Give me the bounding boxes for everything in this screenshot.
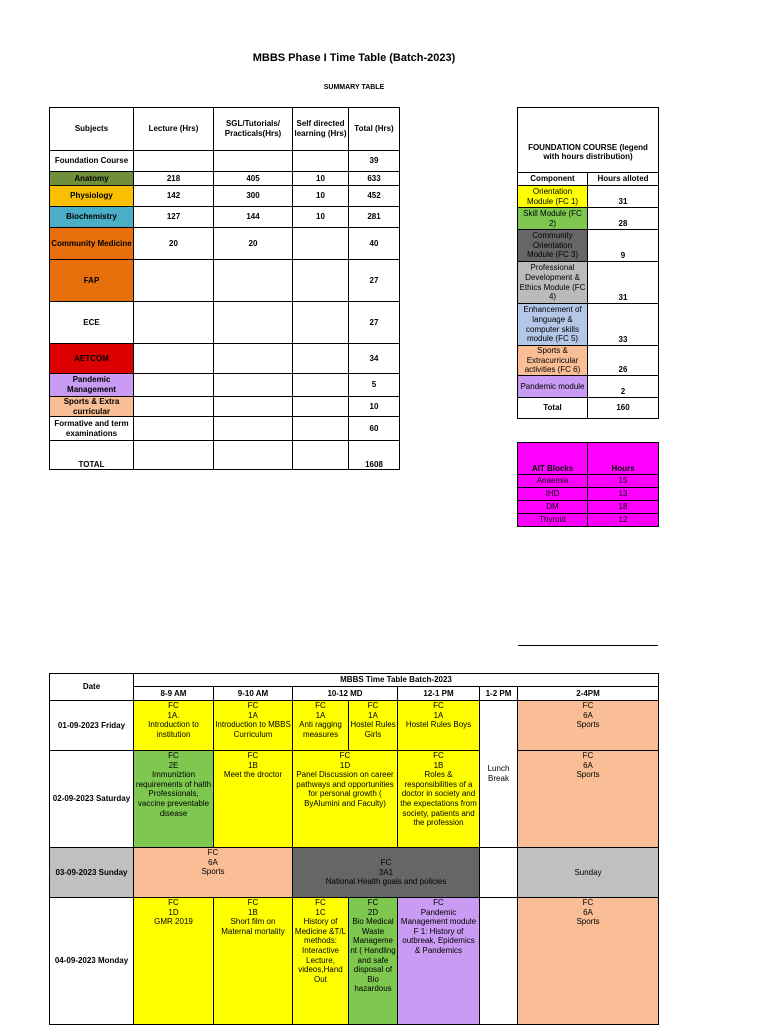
empty-cell <box>480 848 518 898</box>
ait-hours: 15 <box>588 475 659 488</box>
fc-total-row <box>518 398 659 419</box>
hours-header: Hours alloted <box>588 173 659 186</box>
lecture-cell: 218 <box>134 172 214 186</box>
header-sgl: SGL/Tutorials/ Practicals(Hrs) <box>214 108 293 151</box>
total-cell: 281 <box>349 207 400 228</box>
slot-header: 8-9 AM <box>134 687 214 701</box>
fc-component: Skill Module (FC 2) <box>518 208 588 230</box>
ait-hours: 13 <box>588 488 659 501</box>
sdl-cell <box>293 302 349 344</box>
slot-header-row <box>50 687 659 701</box>
sdl-cell <box>293 228 349 260</box>
sdl-cell: 10 <box>293 207 349 228</box>
lecture-cell <box>134 151 214 172</box>
fc-hours: 31 <box>588 262 659 304</box>
session-cell: Sunday <box>518 848 659 898</box>
ait-hours-header: Hours <box>588 443 659 475</box>
subject-cell: ECE <box>50 302 134 344</box>
ait-row <box>518 514 659 527</box>
summary-row <box>50 207 400 228</box>
summary-total-row <box>50 441 400 470</box>
fc-row <box>518 346 659 376</box>
ait-block: DM <box>518 501 588 514</box>
ait-hours: 18 <box>588 501 659 514</box>
session-cell: FC 1B Roles & responsibilities of a doctor in society and the expectations from society, patients and the profession <box>398 751 480 848</box>
subject-cell: FAP <box>50 260 134 302</box>
slot-header: 9-10 AM <box>214 687 293 701</box>
sgl-cell <box>214 417 293 441</box>
lecture-cell <box>134 441 214 470</box>
session-cell: FC 1A Introduction to MBBS Curriculum <box>214 701 293 751</box>
summary-row <box>50 186 400 207</box>
sgl-cell <box>214 397 293 417</box>
slot-header: 1-2 PM <box>480 687 518 701</box>
lunch-break-cell: Lunch Break <box>480 701 518 848</box>
subject-cell: Formative and term examinations <box>50 417 134 441</box>
date-header: Date <box>50 674 134 701</box>
subject-cell: Community Medicine <box>50 228 134 260</box>
session-cell: FC 1B Meet the droctor <box>214 751 293 848</box>
header-subjects: Subjects <box>50 108 134 151</box>
subject-cell: Pandemic Management <box>50 374 134 397</box>
summary-row <box>50 417 400 441</box>
ait-block: Thyroid <box>518 514 588 527</box>
lecture-cell <box>134 302 214 344</box>
session-cell: FC 1A Hostel Rules Girls <box>349 701 398 751</box>
fc-total-value: 160 <box>588 398 659 419</box>
fc-hours: 28 <box>588 208 659 230</box>
subject-cell: Sports & Extra curricular <box>50 397 134 417</box>
summary-row <box>50 260 400 302</box>
lecture-cell <box>134 344 214 374</box>
fc-component: Community Orientation Module (FC 3) <box>518 230 588 262</box>
session-cell: FC 6A Sports <box>134 848 293 898</box>
summary-row <box>50 397 400 417</box>
ait-block: IHD <box>518 488 588 501</box>
session-cell: FC 6A Sports <box>518 751 659 848</box>
lecture-cell <box>134 374 214 397</box>
sgl-cell <box>214 302 293 344</box>
lecture-cell <box>134 260 214 302</box>
sdl-cell <box>293 260 349 302</box>
fc-hours: 33 <box>588 304 659 346</box>
summary-row <box>50 151 400 172</box>
total-cell: 60 <box>349 417 400 441</box>
fc-row <box>518 230 659 262</box>
fc-hours: 2 <box>588 376 659 398</box>
session-cell: FC 1A Anti ragging measures <box>293 701 349 751</box>
slot-header: 10-12 MD <box>293 687 398 701</box>
ait-blocks-table <box>517 442 659 527</box>
page-title: MBBS Phase I Time Table (Batch-2023) <box>252 52 456 64</box>
empty-cell <box>480 898 518 1025</box>
day-row-saturday <box>50 751 659 848</box>
total-cell: 452 <box>349 186 400 207</box>
subject-cell: Foundation Course <box>50 151 134 172</box>
sgl-cell <box>214 344 293 374</box>
sgl-cell: 144 <box>214 207 293 228</box>
ait-row <box>518 488 659 501</box>
sdl-cell <box>293 417 349 441</box>
date-cell: 01-09-2023 Friday <box>50 701 134 751</box>
summary-row <box>50 302 400 344</box>
lecture-cell <box>134 397 214 417</box>
lecture-cell <box>134 417 214 441</box>
total-cell: 34 <box>349 344 400 374</box>
fc-hours: 9 <box>588 230 659 262</box>
summary-row <box>50 344 400 374</box>
total-cell: 1608 <box>349 441 400 470</box>
session-cell: FC 3A1 National Health goals and policies <box>293 848 480 898</box>
foundation-title: FOUNDATION COURSE (legend with hours distribution) <box>518 108 659 173</box>
fc-row <box>518 376 659 398</box>
summary-row <box>50 172 400 186</box>
day-row-monday <box>50 898 659 1025</box>
sgl-cell <box>214 260 293 302</box>
subject-cell: Physiology <box>50 186 134 207</box>
sdl-cell <box>293 397 349 417</box>
sgl-cell <box>214 374 293 397</box>
total-cell: 39 <box>349 151 400 172</box>
ait-hours: 12 <box>588 514 659 527</box>
summary-row <box>50 228 400 260</box>
ait-row <box>518 501 659 514</box>
session-cell: FC 2E Immuniztion requirements of halth Professionals, vaccine preventable disease <box>134 751 214 848</box>
foundation-course-table <box>517 107 659 419</box>
date-cell: 03-09-2023 Sunday <box>50 848 134 898</box>
session-cell: FC 1D GMR 2019 <box>134 898 214 1025</box>
fc-component: Pandemic module <box>518 376 588 398</box>
session-cell: FC 1A Hostel Rules Boys <box>398 701 480 751</box>
ait-row <box>518 475 659 488</box>
sdl-cell <box>293 374 349 397</box>
total-cell: 10 <box>349 397 400 417</box>
fc-row <box>518 304 659 346</box>
sgl-cell: 405 <box>214 172 293 186</box>
subject-cell: AETCOM <box>50 344 134 374</box>
total-cell: 5 <box>349 374 400 397</box>
fc-component: Enhancement of language & computer skills module (FC 5) <box>518 304 588 346</box>
session-cell: FC 2D Bio Medical Waste Manageme nt ( Handling and safe disposal of Bio hazardous <box>349 898 398 1025</box>
subject-cell: Anatomy <box>50 172 134 186</box>
lecture-cell: 127 <box>134 207 214 228</box>
sdl-cell <box>293 151 349 172</box>
day-row-sunday <box>50 848 659 898</box>
sdl-cell <box>293 344 349 374</box>
fc-hours: 26 <box>588 346 659 376</box>
sgl-cell: 20 <box>214 228 293 260</box>
fc-row <box>518 186 659 208</box>
header-sdl: Self directed learning (Hrs) <box>293 108 349 151</box>
summary-row <box>50 374 400 397</box>
sgl-cell <box>214 151 293 172</box>
session-cell: FC 1B Short film on Maternal mortality <box>214 898 293 1025</box>
header-lecture: Lecture (Hrs) <box>134 108 214 151</box>
total-cell: 633 <box>349 172 400 186</box>
date-cell: 04-09-2023 Monday <box>50 898 134 1025</box>
summary-table <box>49 107 400 470</box>
total-cell: 27 <box>349 260 400 302</box>
total-cell: 40 <box>349 228 400 260</box>
ait-block: Anaemia <box>518 475 588 488</box>
date-cell: 02-09-2023 Saturday <box>50 751 134 848</box>
slot-header: 12-1 PM <box>398 687 480 701</box>
component-header: Component <box>518 173 588 186</box>
sgl-cell <box>214 441 293 470</box>
sdl-cell: 10 <box>293 186 349 207</box>
fc-row <box>518 262 659 304</box>
ait-blocks-header: AIT Blocks <box>518 443 588 475</box>
sgl-cell: 300 <box>214 186 293 207</box>
session-cell: FC 1D Panel Discussion on career pathways and opportunities for personal growth ( ByAlumini and Faculty) <box>293 751 398 848</box>
total-cell: 27 <box>349 302 400 344</box>
sdl-cell <box>293 441 349 470</box>
separator-line <box>518 645 658 646</box>
page-subtitle: SUMMARY TABLE <box>323 84 385 91</box>
session-cell: FC 6A Sports <box>518 701 659 751</box>
fc-component: Sports & Extracurricular activities (FC 6) <box>518 346 588 376</box>
fc-component: Professional Development & Ethics Module (FC 4) <box>518 262 588 304</box>
lecture-cell: 20 <box>134 228 214 260</box>
header-total: Total (Hrs) <box>349 108 400 151</box>
session-cell: FC 1C History of Medicine &T/L methods: Interactive Lecture, videos,Hand Out <box>293 898 349 1025</box>
timetable-title: MBBS Time Table Batch-2023 <box>134 674 659 687</box>
session-cell: FC 6A Sports <box>518 898 659 1025</box>
slot-header: 2-4PM <box>518 687 659 701</box>
subject-cell: Biochemistry <box>50 207 134 228</box>
fc-total-label: Total <box>518 398 588 419</box>
fc-hours: 31 <box>588 186 659 208</box>
summary-header-row <box>50 108 400 151</box>
subject-cell: TOTAL <box>50 441 134 470</box>
session-cell: FC 1A. Introduction to institution <box>134 701 214 751</box>
timetable <box>49 673 659 1025</box>
fc-row <box>518 208 659 230</box>
session-cell: FC Pandemic Management module F 1: History of outbreak, Epidemics & Pandemics <box>398 898 480 1025</box>
sdl-cell: 10 <box>293 172 349 186</box>
day-row-friday <box>50 701 659 751</box>
fc-component: Orientation Module (FC 1) <box>518 186 588 208</box>
lecture-cell: 142 <box>134 186 214 207</box>
